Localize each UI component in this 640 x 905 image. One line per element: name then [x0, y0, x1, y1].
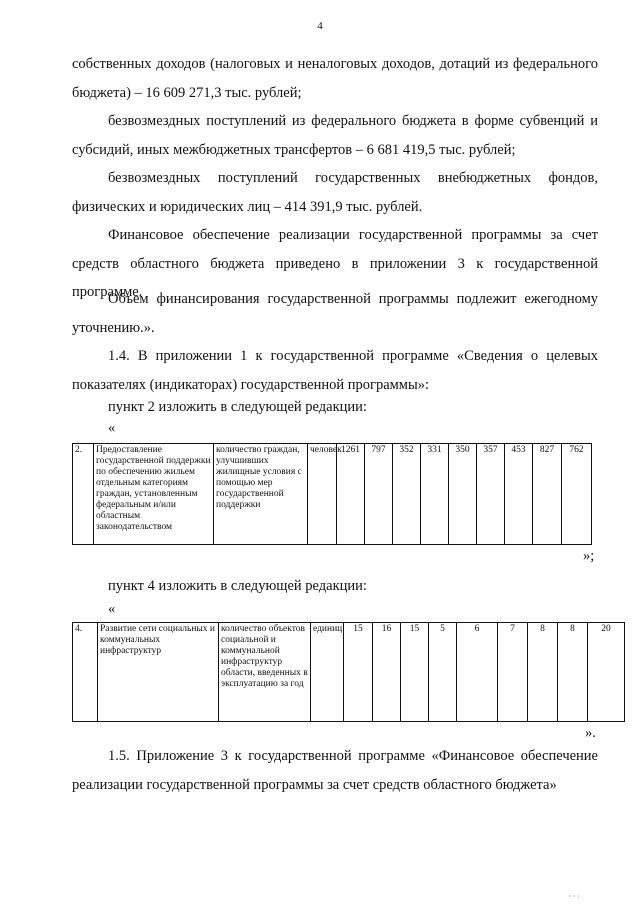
- value-cell: 1261: [337, 444, 365, 545]
- item-2-heading: пункт 2 изложить в следующей редакции:: [108, 399, 367, 415]
- paragraph-section-1-4: 1.4. В приложении 1 к государственной программе «Сведения о целевых показателях (индикаторах) государственной программы»:: [72, 348, 598, 393]
- unit: единиц: [311, 623, 344, 722]
- value-cell: 20: [588, 623, 625, 722]
- value-cell: 15: [344, 623, 373, 722]
- quote-open-1: «: [108, 420, 116, 436]
- scan-mark: · · ·: [568, 892, 580, 901]
- row-number: 2.: [73, 444, 94, 545]
- quote-close-1: »;: [583, 548, 595, 564]
- paragraph-section-1-5: 1.5. Приложение 3 к государственной программе «Финансовое обеспечение реализации государственной программы за счет средств областного бюджета»: [72, 748, 598, 793]
- value-cell: 5: [429, 623, 457, 722]
- value-cell: 357: [477, 444, 505, 545]
- paragraph-funding-appendix: Финансовое обеспечение реализации государственной программы за счет средств областного бюджета приведено в приложении 3 к государственной программе.: [72, 227, 598, 300]
- value-cell: 762: [562, 444, 592, 545]
- value-cell: 352: [393, 444, 421, 545]
- value-cell: 797: [365, 444, 393, 545]
- value-cell: 350: [449, 444, 477, 545]
- item-4-heading: пункт 4 изложить в следующей редакции:: [108, 578, 367, 594]
- value-cell: 16: [373, 623, 401, 722]
- value-cell: 827: [533, 444, 562, 545]
- value-cell: 6: [457, 623, 498, 722]
- indicator-table-item-4: [72, 622, 625, 722]
- value-cell: 7: [498, 623, 528, 722]
- paragraph-own-revenues: собственных доходов (налоговых и неналоговых доходов, дотаций из федерального бюджета) – 16 609 271,3 тыс. рублей;: [72, 56, 598, 101]
- indicator-table-item-2: [72, 443, 592, 545]
- row-number: 4.: [73, 623, 98, 722]
- paragraph-federal-transfers: безвозмездных поступлений из федерального бюджета в форме субвенций и субсидий, иных межбюджетных трансфертов – 6 681 419,5 тыс. рублей;: [72, 113, 598, 158]
- indicator-description: количество граждан, улучшивших жилищные условия с помощью мер государственной поддержки: [214, 444, 308, 545]
- value-cell: 8: [558, 623, 588, 722]
- table-row: [73, 444, 592, 545]
- quote-close-2: ».: [585, 725, 596, 741]
- table-row: [73, 623, 625, 722]
- indicator-name: Предоставление государственной поддержки по обеспечению жильем отдельным категориям граждан, установленным федеральным и/или областным законодательством: [94, 444, 214, 545]
- indicator-description: количество объектов социальной и коммунальной инфраструктур области, введенных в эксплуатацию за год: [219, 623, 311, 722]
- paragraph-extrabudgetary-funds: безвозмездных поступлений государственных внебюджетных фондов, физических и юридических лиц – 414 391,9 тыс. рублей.: [72, 170, 598, 215]
- page-number: 4: [317, 20, 323, 32]
- unit: человек: [308, 444, 337, 545]
- value-cell: 331: [421, 444, 449, 545]
- paragraph-annual-clarification: Объем финансирования государственной программы подлежит ежегодному уточнению.».: [72, 291, 598, 336]
- value-cell: 15: [401, 623, 429, 722]
- value-cell: 453: [505, 444, 533, 545]
- indicator-name: Развитие сети социальных и коммунальных инфраструктур: [98, 623, 219, 722]
- quote-open-2: «: [108, 601, 116, 617]
- value-cell: 8: [528, 623, 558, 722]
